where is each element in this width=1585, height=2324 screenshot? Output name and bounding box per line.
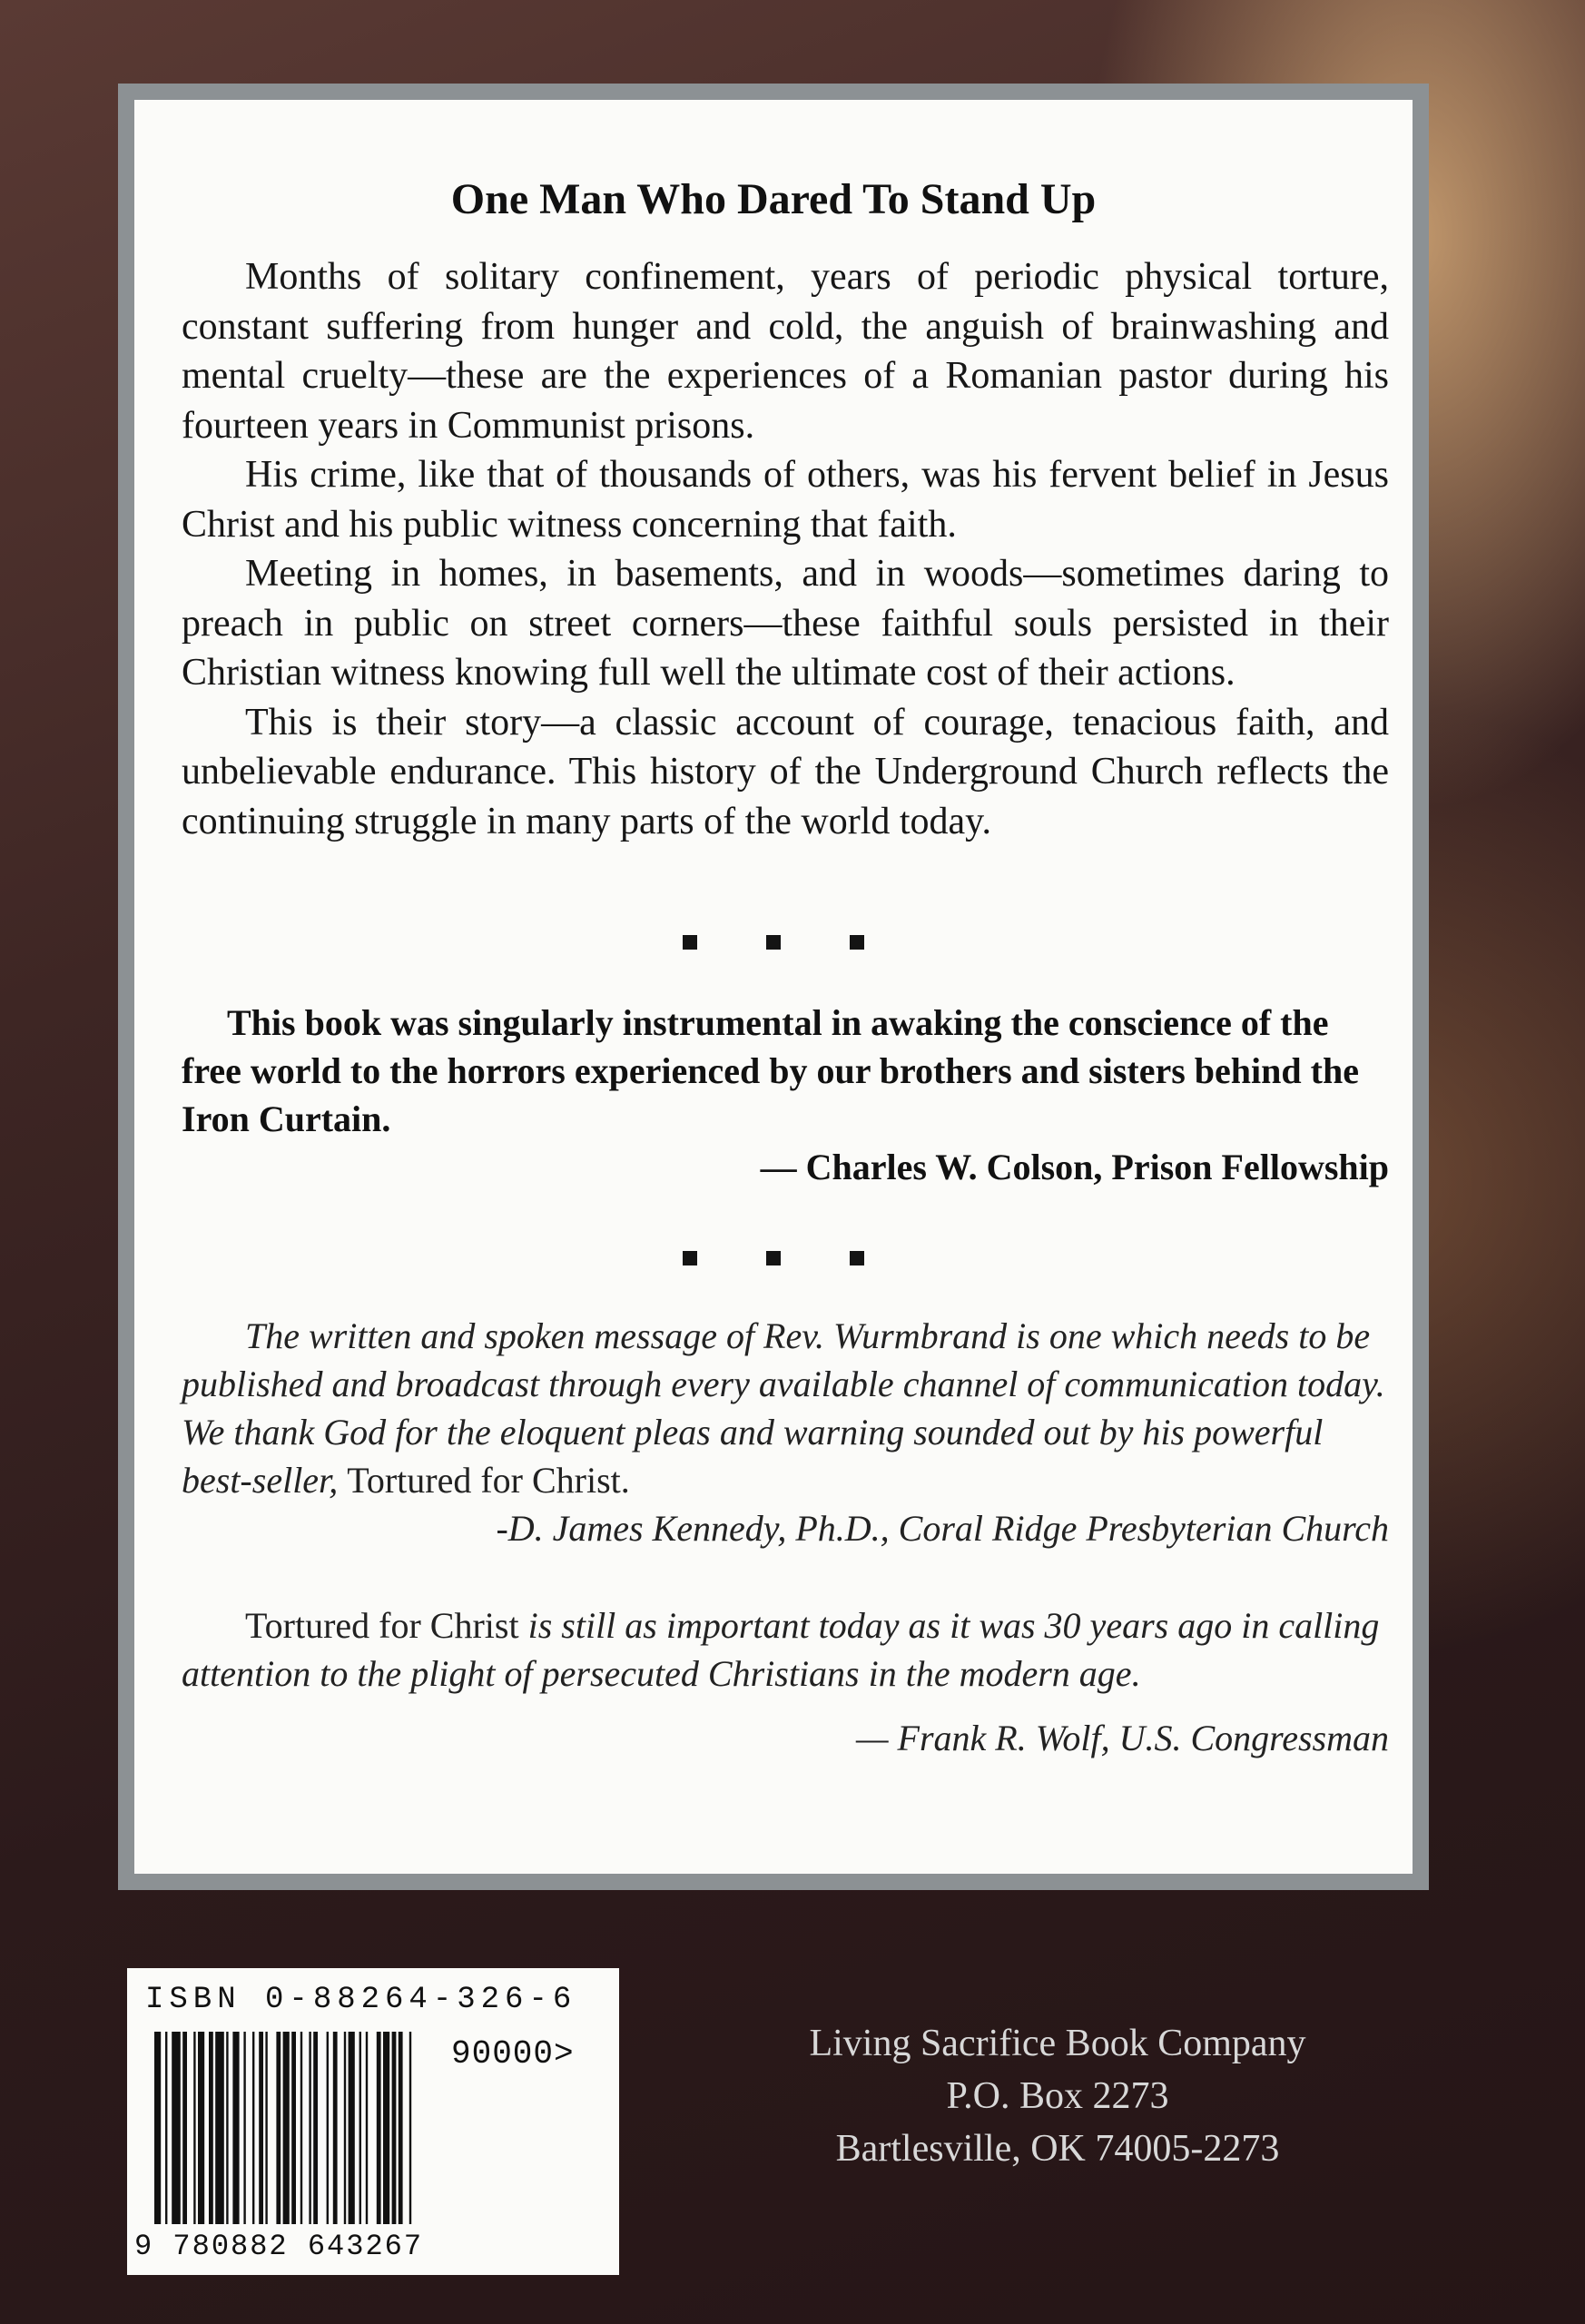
endorsement-colson — [182, 999, 1389, 1191]
square-bullet-icon — [766, 1251, 781, 1265]
paragraph: This is their story—a classic account of courage, tenacious faith, and unbelievable endurance. This history of the Underground Church reflects the continuing struggle in many parts of the world today. — [182, 701, 1389, 842]
price-code: 90000> — [451, 2035, 575, 2073]
text-panel — [134, 100, 1413, 1874]
isbn-label: ISBN 0-88264-326-6 — [145, 1983, 577, 2017]
separator-dots — [134, 1242, 1413, 1273]
endorsement-text: This book was singularly instrumental in awaking the conscience of the free world to the horrors experienced by our brothers and sisters behind the Iron Curtain. — [182, 1002, 1359, 1139]
endorsement-attribution: — Charles W. Colson, Prison Fellowship — [760, 1147, 1389, 1187]
endorsement-kennedy — [182, 1312, 1389, 1552]
endorsement-text — [182, 1601, 1389, 1698]
ean-number: 9 780882 643267 — [134, 2230, 424, 2263]
book-title: Tortured for Christ. — [347, 1460, 630, 1501]
paragraph: Months of solitary confinement, years of periodic physical torture, constant suffering from hunger and cold, the anguish of brainwashing and mental cruelty—these are the experiences of a Romanian pastor during his fourteen years in Communist prisons. — [182, 256, 1389, 447]
paragraph: His crime, like that of thousands of others, was his fervent belief in Jesus Christ and his public witness concerning that faith. — [182, 454, 1389, 546]
publisher-info — [708, 2017, 1407, 2175]
barcode — [127, 1968, 619, 2275]
square-bullet-icon — [766, 935, 781, 950]
square-bullet-icon — [683, 935, 697, 950]
book-title: Tortured for Christ — [245, 1605, 519, 1646]
square-bullet-icon — [683, 1251, 697, 1265]
endorsement-body: The written and spoken message of Rev. Wurmbrand is one which needs to be published and broadcast through every available channel of communication today. We thank God for the eloquent pleas and warning sounded out by his powerful best-seller, — [182, 1315, 1385, 1501]
page-title: One Man Who Dared To Stand Up — [450, 175, 1097, 223]
endorsement-wolf — [182, 1601, 1389, 1762]
endorsement-attribution: — Frank R. Wolf, U.S. Congressman — [855, 1718, 1389, 1758]
separator-dots — [134, 926, 1413, 957]
publisher-name: Living Sacrifice Book Company — [809, 2023, 1306, 2064]
endorsement-attribution: -D. James Kennedy, Ph.D., Coral Ridge Presbyterian Church — [496, 1508, 1389, 1549]
publisher-address-line1: P.O. Box 2273 — [946, 2075, 1169, 2117]
publisher-address-line2: Bartlesville, OK 74005-2273 — [835, 2128, 1280, 2170]
square-bullet-icon — [850, 935, 864, 950]
square-bullet-icon — [850, 1251, 864, 1265]
description — [182, 252, 1389, 846]
paragraph: Meeting in homes, in basements, and in woods—sometimes daring to preach in public on street corners—these faithful souls persisted in their Christian witness knowing full well the ultimate cost of their actions. — [182, 553, 1389, 694]
endorsement-text — [182, 1312, 1389, 1504]
endorsement-body: is still as important today as it was 30 years ago in calling attention to the plight of persecuted Christians in the modern age. — [182, 1605, 1380, 1694]
